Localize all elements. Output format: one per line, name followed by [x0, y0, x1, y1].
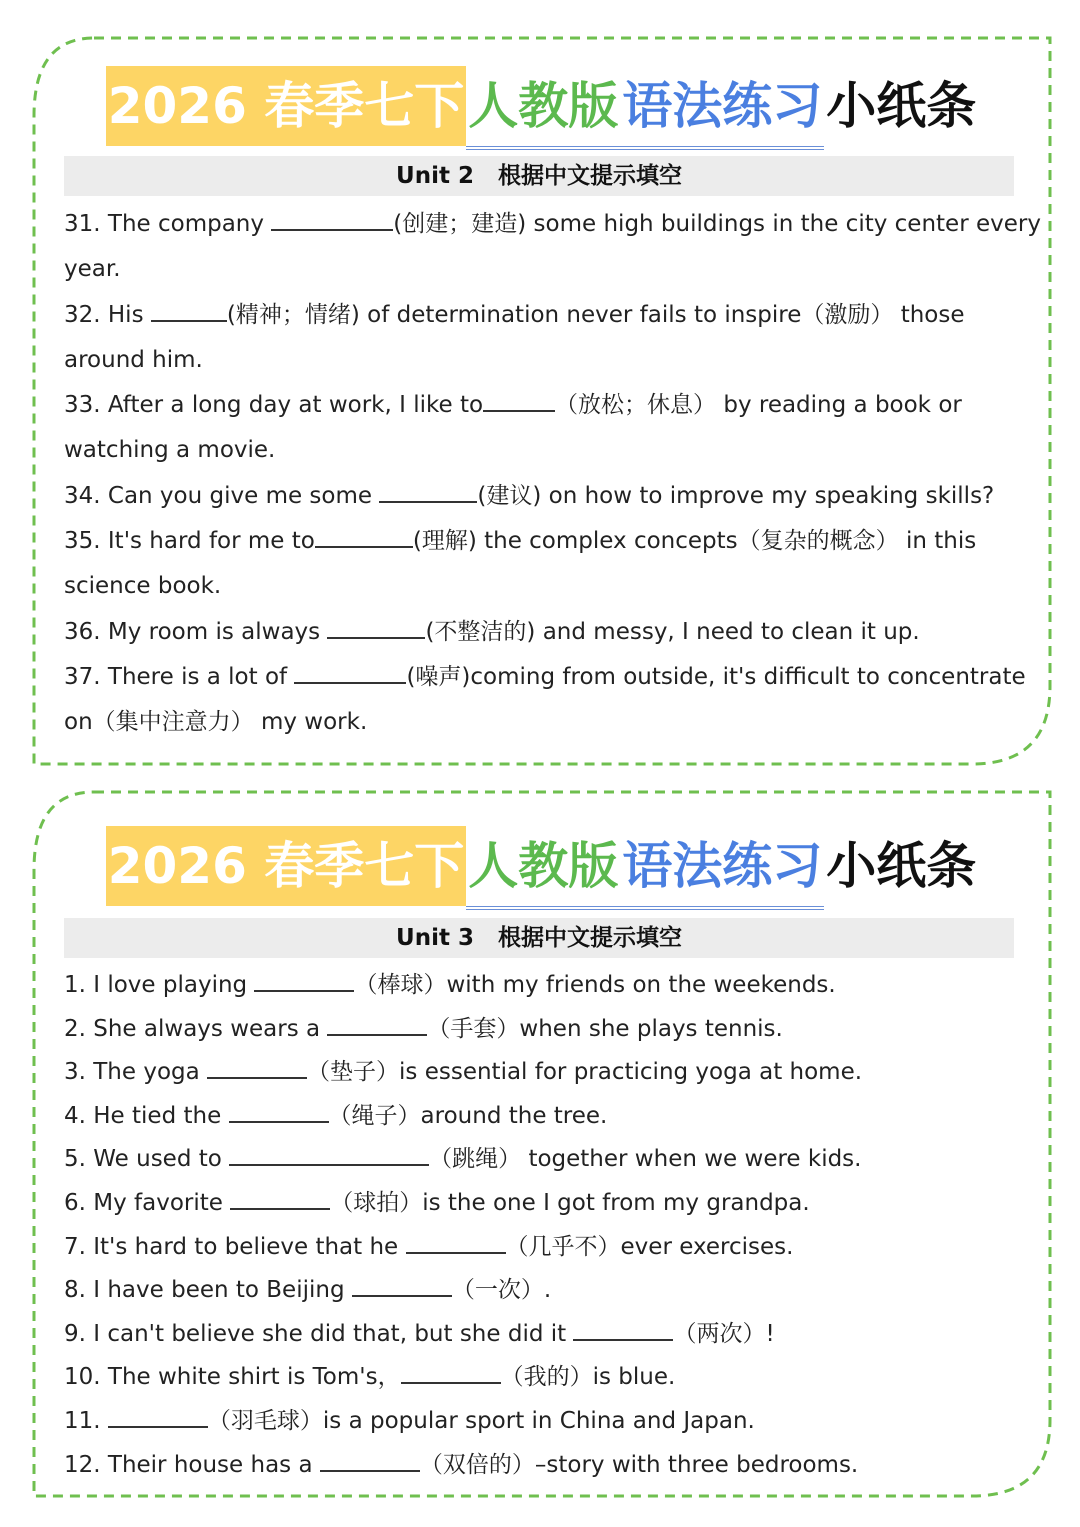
- question-line: [64, 428, 1024, 473]
- question-line: [64, 1095, 1024, 1139]
- question-line: [64, 1182, 1024, 1226]
- question-text: （放松；休息） by reading a book or: [555, 392, 962, 419]
- answer-blank[interactable]: [207, 1059, 307, 1079]
- question-line: [64, 610, 1024, 655]
- unit-label: Unit 2: [396, 163, 474, 189]
- answer-blank[interactable]: [352, 1277, 452, 1297]
- question-text: （两次）!: [673, 1320, 775, 1347]
- unit-header-bar: [64, 918, 1014, 958]
- question-text: 35. It's hard for me to: [64, 528, 315, 555]
- question-line: [64, 700, 1024, 745]
- question-text: 5. We used to: [64, 1146, 230, 1173]
- question-text: （手套）when she plays tennis.: [427, 1015, 783, 1042]
- unit-header-bar: [64, 156, 1014, 196]
- question-text: (不整洁的) and messy, I need to clean it up.: [425, 618, 920, 645]
- answer-blank[interactable]: [108, 1408, 208, 1428]
- question-text: （双倍的）–story with three bedrooms.: [419, 1451, 859, 1478]
- page-title: [32, 826, 1052, 910]
- question-text: 37. There is a lot of: [64, 663, 295, 690]
- question-text: science book.: [64, 573, 222, 600]
- question-text: watching a movie.: [64, 437, 276, 464]
- question-text: 31. The company: [64, 211, 272, 237]
- answer-blank[interactable]: [406, 1234, 506, 1254]
- question-text: （绳子）around the tree.: [328, 1102, 608, 1129]
- question-line: [64, 655, 1024, 700]
- question-line: [64, 964, 1024, 1008]
- instruction-label: 根据中文提示填空: [497, 163, 682, 189]
- question-line: [64, 1313, 1024, 1357]
- question-text: 4. He tied the: [64, 1102, 229, 1129]
- question-text: 10. The white shirt is Tom's，: [64, 1364, 401, 1391]
- question-text: （跳绳） together when we were kids.: [429, 1146, 862, 1173]
- title-part-year-grade: 2026 春季七下: [106, 66, 467, 146]
- question-list: [64, 202, 1041, 746]
- question-text: on（集中注意力） my work.: [64, 709, 368, 736]
- answer-blank[interactable]: [151, 302, 227, 322]
- question-text: （一次）.: [451, 1277, 552, 1304]
- title-part-grammar: 语法练习: [620, 66, 824, 150]
- question-text: (理解) the complex concepts（复杂的概念） in this: [412, 528, 977, 555]
- question-text: (精神；情绪) of determination never fails to inspire（激励） those: [226, 301, 965, 328]
- answer-blank[interactable]: [379, 483, 477, 503]
- question-text: （垫子）is essential for practicing yoga at home.: [307, 1059, 863, 1086]
- answer-blank[interactable]: [294, 664, 406, 684]
- answer-blank[interactable]: [254, 972, 354, 992]
- title-part-grammar: 语法练习: [620, 826, 824, 910]
- title-part-edition: 人教版: [466, 66, 620, 150]
- question-list: [64, 964, 1024, 1487]
- question-text: （羽毛球）is a popular sport in China and Japan.: [207, 1407, 755, 1434]
- question-text: around him.: [64, 346, 203, 373]
- question-line: [64, 202, 1041, 247]
- answer-blank[interactable]: [327, 619, 425, 639]
- title-part-year-grade: 2026 春季七下: [106, 826, 467, 906]
- answer-blank[interactable]: [229, 1103, 329, 1123]
- question-line: [64, 1444, 1024, 1488]
- answer-blank[interactable]: [483, 392, 555, 412]
- unit-label: Unit 3: [396, 925, 474, 951]
- question-text: 7. It's hard to believe that he: [64, 1233, 406, 1260]
- answer-blank[interactable]: [401, 1364, 501, 1384]
- question-text: 36. My room is always: [64, 618, 328, 645]
- question-text: (创建；建造) some high buildings in the city center every: [393, 211, 1041, 237]
- question-text: 2. She always wears a: [64, 1015, 328, 1042]
- question-text: 12. Their house has a: [64, 1451, 320, 1478]
- page-title: [32, 66, 1052, 150]
- question-line: [64, 1138, 1024, 1182]
- question-text: 6. My favorite: [64, 1189, 231, 1216]
- instruction-label: 根据中文提示填空: [497, 925, 682, 951]
- question-text: 1. I love playing: [64, 972, 255, 998]
- answer-blank[interactable]: [320, 1452, 420, 1472]
- question-text: 32. His: [64, 301, 151, 328]
- title-part-note: 小纸条: [826, 77, 977, 135]
- title-part-edition: 人教版: [466, 826, 620, 910]
- answer-blank[interactable]: [573, 1321, 673, 1341]
- answer-blank[interactable]: [230, 1190, 330, 1210]
- question-line: [64, 1356, 1024, 1400]
- question-line: [64, 1226, 1024, 1270]
- question-text: 34. Can you give me some: [64, 482, 380, 509]
- question-line: [64, 1008, 1024, 1052]
- question-text: （我的）is blue.: [500, 1364, 676, 1391]
- question-text: （球拍）is the one I got from my grandpa.: [330, 1189, 810, 1216]
- question-text: year.: [64, 256, 121, 283]
- question-text: 9. I can't believe she did that, but she did it: [64, 1320, 574, 1347]
- question-line: [64, 519, 1024, 564]
- question-text: (建议) on how to improve my speaking skills?: [477, 482, 995, 509]
- title-part-note: 小纸条: [826, 837, 977, 895]
- answer-blank[interactable]: [271, 211, 393, 231]
- answer-blank[interactable]: [229, 1146, 429, 1166]
- question-text: （棒球）with my friends on the weekends.: [354, 972, 836, 998]
- answer-blank[interactable]: [315, 528, 413, 548]
- question-text: 11.: [64, 1407, 108, 1434]
- exercise-card-unit-3: [32, 790, 1052, 1500]
- question-line: [64, 338, 1024, 383]
- question-line: [64, 293, 1024, 338]
- answer-blank[interactable]: [327, 1016, 427, 1036]
- question-line: [64, 247, 1024, 292]
- question-line: [64, 383, 1024, 428]
- question-text: 8. I have been to Beijing: [64, 1277, 352, 1304]
- question-line: [64, 564, 1024, 609]
- question-line: [64, 474, 1024, 519]
- question-text: （几乎不）ever exercises.: [505, 1233, 794, 1260]
- question-line: [64, 1269, 1024, 1313]
- question-line: [64, 1400, 1024, 1444]
- question-text: (噪声)coming from outside, it's difficult to concentrate: [406, 663, 1026, 690]
- question-line: [64, 1051, 1024, 1095]
- question-text: 33. After a long day at work, I like to: [64, 392, 484, 419]
- exercise-card-unit-2: [32, 36, 1052, 766]
- question-text: 3. The yoga: [64, 1059, 208, 1086]
